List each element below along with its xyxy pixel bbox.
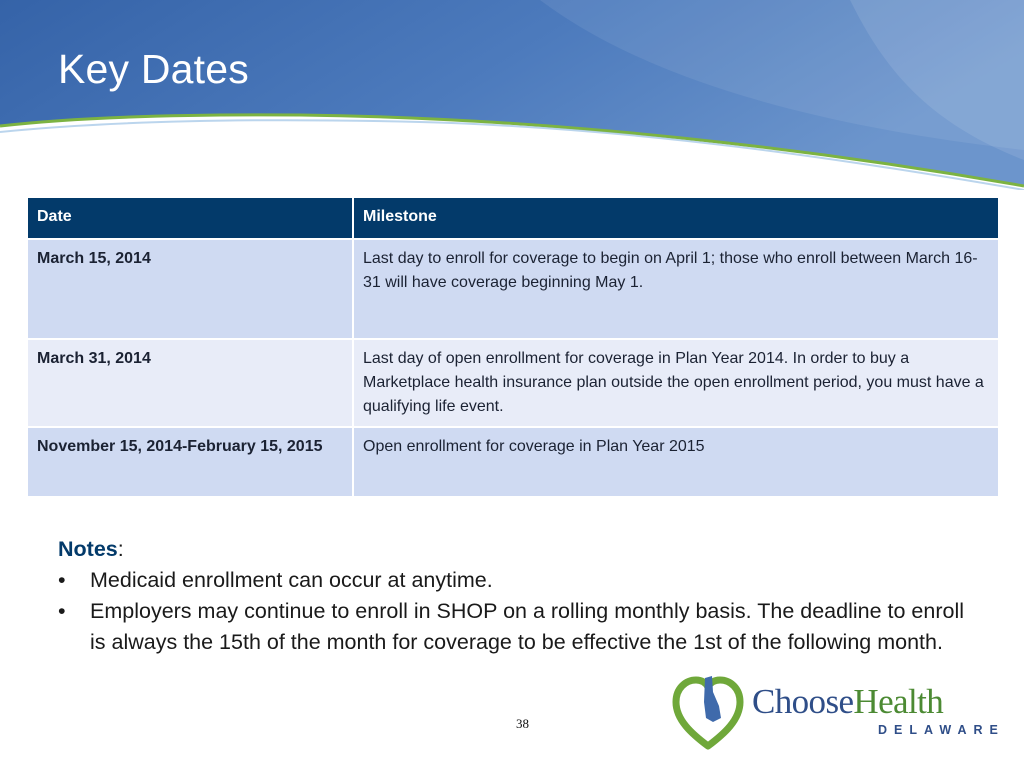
notes-section	[58, 534, 978, 658]
table-row	[27, 239, 999, 339]
header-band	[0, 0, 1024, 190]
column-header-milestone: Milestone	[353, 197, 999, 239]
table-header-row	[27, 197, 999, 239]
milestone-cell: Open enrollment for coverage in Plan Year 2015	[353, 427, 999, 497]
list-item	[58, 565, 978, 596]
logo-word-health: Health	[853, 682, 944, 721]
column-header-date: Date	[27, 197, 353, 239]
list-item	[58, 596, 978, 658]
notes-heading	[58, 534, 978, 565]
milestone-cell: Last day to enroll for coverage to begin on April 1; those who enroll between March 16-31 will have coverage beginning May 1.	[353, 239, 999, 339]
choose-health-delaware-logo	[672, 672, 1005, 752]
date-cell: March 15, 2014	[27, 239, 353, 339]
slide-title: Key Dates	[58, 46, 249, 92]
notes-title: Notes	[58, 537, 118, 561]
logo-word-choose: Choose	[752, 682, 854, 721]
milestone-cell: Last day of open enrollment for coverage in Plan Year 2014. In order to buy a Marketplace health insurance plan outside the open enrollment period, you must have a qualifying life event.	[353, 339, 999, 427]
note-text: Medicaid enrollment can occur at anytime.	[90, 568, 493, 592]
notes-colon: :	[117, 537, 124, 561]
date-cell: March 31, 2014	[27, 339, 353, 427]
key-dates-table	[26, 196, 1000, 498]
bullet-icon: •	[58, 599, 66, 623]
note-text: Employers may continue to enroll in SHOP on a rolling monthly basis. The deadline to enroll is always the 15th of the month for coverage to be effective the 1st of the following month.	[90, 599, 965, 654]
table-row	[27, 339, 999, 427]
table-row	[27, 427, 999, 497]
notes-list	[58, 565, 978, 658]
date-cell: November 15, 2014-February 15, 2015	[27, 427, 353, 497]
logo-subtitle: DELAWARE	[878, 723, 1005, 737]
page-number: 38	[516, 716, 529, 731]
heart-delaware-icon	[672, 672, 744, 752]
logo-wordmark	[752, 682, 943, 722]
bullet-icon: •	[58, 568, 66, 592]
